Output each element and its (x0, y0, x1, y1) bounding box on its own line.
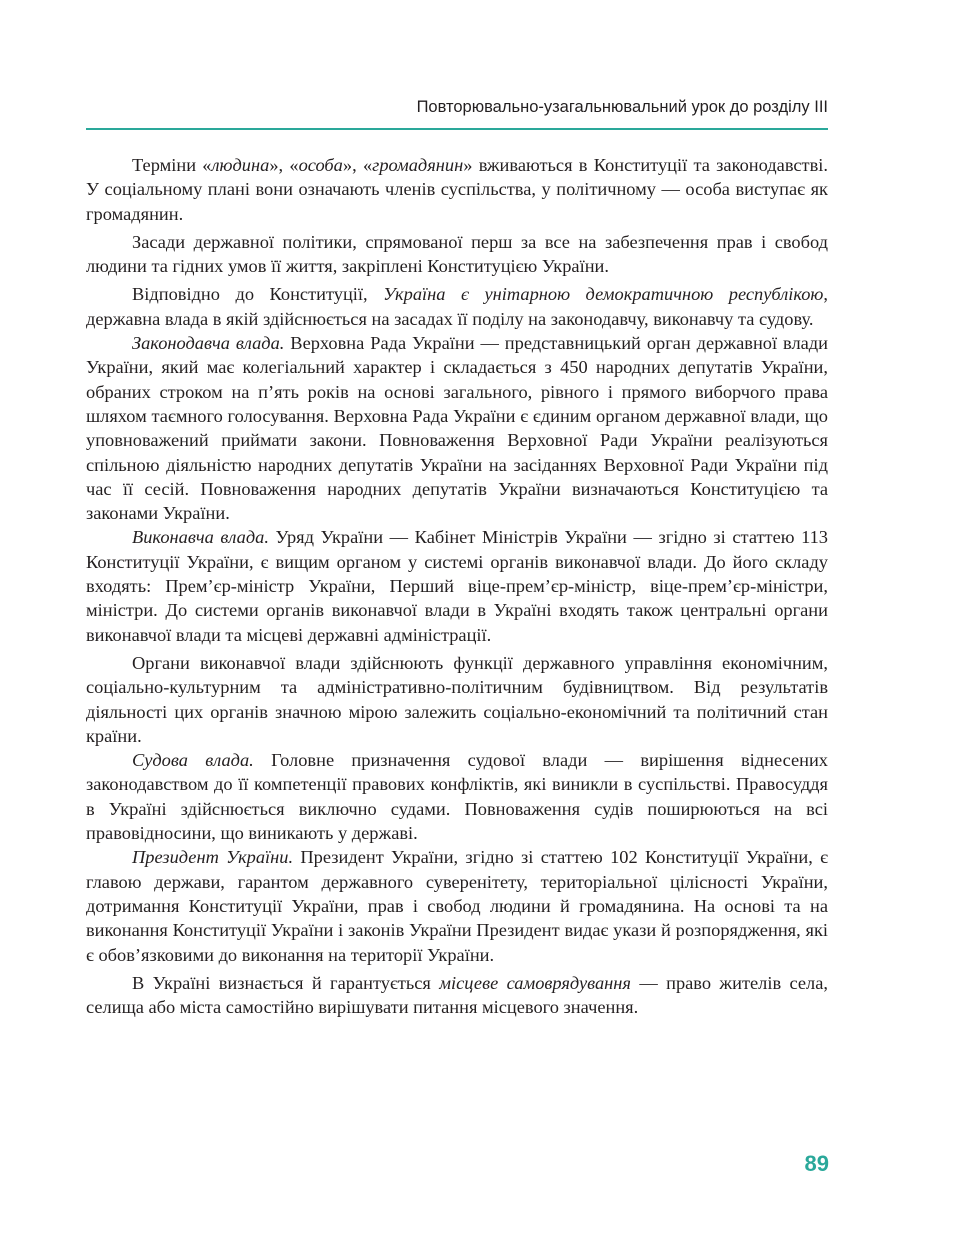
paragraph-text: В Україні визнається й гарантується (132, 972, 440, 993)
paragraph-text: Головне призначення судової влади — вирішення віднесених законодавством до її компетенції правових конфліктів, які виникли в суспільстві. Правосуддя в Україні здійснюється виключно судами. Повноваження судів поширюються на всі правовідносини, що виникають у державі. (86, 750, 828, 844)
paragraph-executive (86, 525, 828, 646)
paragraph-state-policy: Засади державної політики, спрямованої перш за все на забезпечення прав і свобод людини та гідних умов її життя, закріплені Конституцією України. (86, 231, 828, 277)
paragraph-text: Відповідно до Конституції, (132, 284, 384, 305)
paragraph-local-government (86, 971, 828, 1020)
paragraph-text: — право жителів села, селища або міста самостійно вирішувати питання місцевого значення. (86, 972, 828, 1018)
paragraph-terms-text: », « (342, 155, 373, 175)
running-header-title: Повторювально-узагальнювальний урок до розділу ІІІ (416, 98, 828, 116)
paragraph-text: Президент України, згідно зі статтею 102 Конституції України, є главою держави, гарантом державного суверенітету, територіальної цілісності України, дотримання Конституції України, прав і свобод людини й громадянина. На основі та на виконання Конституції України і законів України Президент видає укази й розпорядження, які є обов’язковими до виконання на території України. (86, 847, 828, 965)
heading-president: Президент України. (132, 847, 294, 868)
paragraph-judicial (86, 748, 828, 845)
paragraph-terms (86, 153, 828, 226)
paragraph-text: Верховна Рада України — представницький орган державної влади України, який має колегіальний характер і складається з 450 народних депутатів України, обраних строком на п’ять років на основі загального, рівного і прямого виборчого права шляхом таємного голосування. Верховна Рада України є єдиним органом державної влади, що уповноважений приймати закони. Повноваження Верховної Ради України реалізуються спільною діяльністю народних депутатів України на засіданнях Верховної Ради України під час її сесій. Повноваження народних депутатів України визначаються Конституцією та законами України. (86, 333, 828, 524)
main-text (86, 153, 828, 1019)
heading-legislative-power: Законодавча влада. (132, 333, 285, 354)
page-number: 89 (804, 1151, 829, 1176)
emphasis-unitary-republic: Україна є унітарною демократичною республікою (383, 284, 824, 305)
heading-executive-power: Виконавча влада. (132, 527, 269, 548)
term-osoba: особа (298, 155, 343, 175)
paragraph-president (86, 845, 828, 966)
term-hromadianyn: громадянин (372, 155, 464, 175)
paragraph-executive-bodies: Органи виконавчої влади здійснюють функції державного управління економічним, соціально-культурним та адміністративно-політичним будівництвом. Від результатів діяльності цих органів значною мірою залежить соціально-економічний та політичний стан країни. (86, 652, 828, 746)
paragraph-terms-text: » вживаються в Конституції та законодавстві. У соціальному плані вони означають членів суспільства, у політичному — особа виступає як громадянин. (86, 155, 828, 224)
paragraph-text: , державна влада в якій здійснюється на засадах її поділу на законодавчу, виконавчу та судову. (86, 284, 828, 329)
paragraph-terms-text: », « (269, 155, 299, 175)
emphasis-local-self-government: місцеве самоврядування (439, 972, 631, 993)
page-header (0, 0, 963, 130)
heading-judicial-power: Судова влада. (132, 750, 254, 771)
paragraph-text: Уряд України — Кабінет Міністрів України — згідно зі статтею 113 Конституції України, є вищим органом у системі органів виконавчої влади. До його складу входять: Прем’єр-міністр України, Перший віце-прем’єр-міністр, віце-прем’єр-міністри, міністри. До системи органів виконавчої влади в Україні входять також центральні органи виконавчої влади та місцеві державні адміністрації. (86, 527, 828, 645)
paragraph-legislative (86, 331, 828, 525)
term-lyudyna: людина (211, 155, 270, 175)
header-divider (86, 128, 828, 130)
paragraph-unitary-state (86, 282, 828, 331)
paragraph-terms-text: Терміни « (132, 155, 212, 175)
